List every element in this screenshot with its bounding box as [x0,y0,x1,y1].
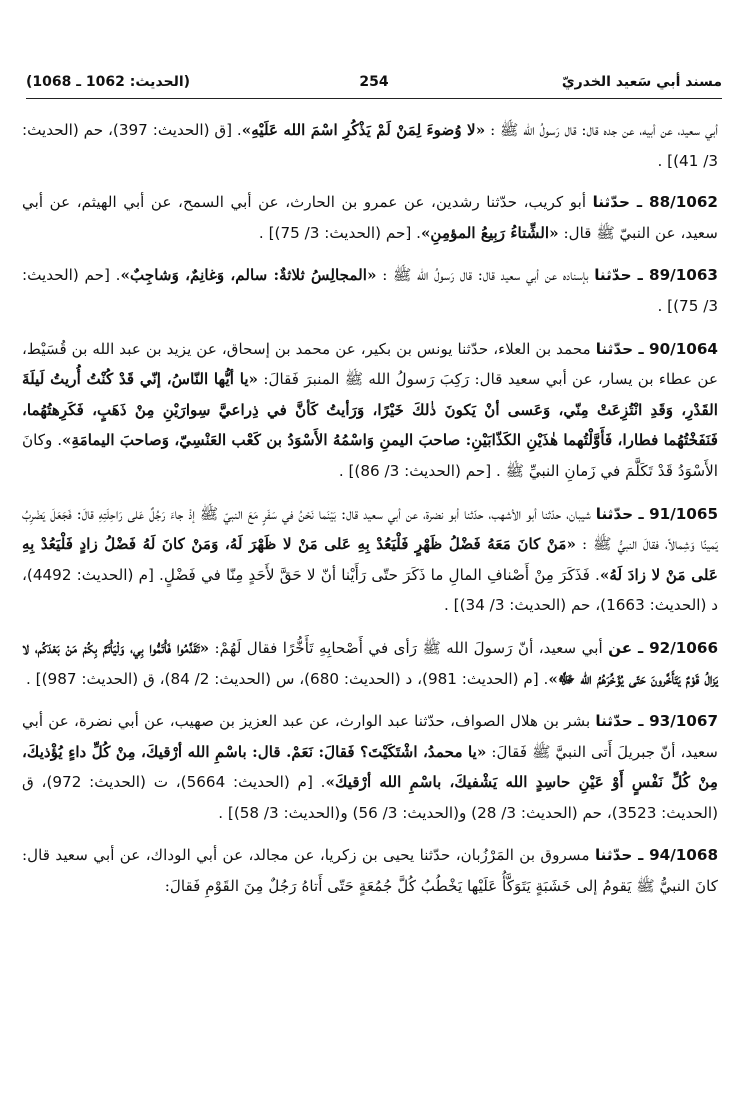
hadith-entry [22,187,718,248]
hadith-isnad: بشر بن هلال الصواف، حدّثنا عبد الوارث، عن عبد العزيز بن صهيب، عن أبي نضرة، عن أبي سعيد، أنّ جبريلَ أَتى النبيَّ ﷺ فَقالَ: [22,712,719,761]
hadith-number: 92/1066 ـ عن [608,638,719,657]
hadith-entry [22,633,718,694]
hadith-number: 89/1063 ـ حدّثنا [594,266,718,285]
hadith-references: . وكانَ الأَسْوَدُ قَدْ تَكَلَّمَ في زَمانِ النبيِّ ﷺ . [حم (الحديث: 3/ 86)] . [22,431,718,480]
hadith-entry [22,499,718,621]
hadith-entry [22,334,718,487]
hadith-references: . [حم (الحديث: 3/ 75)] . [22,266,718,315]
hadith-references: . [م (الحديث: 5664)، ت (الحديث: 972)، ق (الحديث: 3523)، حم (الحديث: 3/ 28) و(الحديث: 3/ 56) و(الحديث: 3/ 58)] . [22,773,718,822]
hadith-references: . فَذَكَرَ مِنْ أَصْنافِ المالِ ما ذَكَرَ حتّى رَأَيْنا أنّ لا حَقَّ لأَحَدٍ مِنّا في فَضْلٍ. [م (الحديث: 4492)، د (الحديث: 1663)، حم (الحديث: 3/ 34)] . [22,565,718,615]
hadith-isnad: بإسناده عن أبي سعيد قال: قال رَسولُ الله ﷺ : [382,266,589,285]
hadith-matn: «يا أيُّها النّاسُ، إنّي قَدْ كُنْتُ أُريتُ لَيلَةَ القَدْرِ، وَقَدِ انْتُزِعَتْ مِنّي، وَعَسى أنْ يَكونَ ذٰلكَ خَيْرًا، وَرَأيتُ كَأنَّ في ذِراعيَّ سِوارَيْنِ مِنْ ذَهَبٍ، فَكَرِهتُهُما، فَنَفَخْتُهُما فطارا، فَأَوَّلْتُهما هٰذَيْنِ الكَذّابَيْنِ: صاحبَ اليمنِ وَاسْمُهُ الأَسْوَدُ بن كَعْب العَنْسِيّ، وَصاحبَ اليمامَةِ» [22,370,718,450]
hadith-matn: «الشِّتاءُ رَبِيعُ المؤمِنِ» [420,223,559,242]
hadith-isnad: شيبان، حدّثنا أبو الأشهب، حدّثنا أبو نضرة، عن أبي سعيد قال: بَيْنَما نَحْنُ في سَفَرٍ مَعَ النبيّ ﷺ إذْ جاءَ رَجُلٌ عَلى رَاحِلَتِهِ قالَ: فَجَعَلَ يَضْرِبُ يَمينًا وَشِمالاً، فقالَ النبيُّ ﷺ : [22,504,718,554]
hadith-matn: «لا وُضوءَ لِمَنْ لَمْ يَذْكُرِ اسْمَ الله عَلَيْهِ» [241,121,486,139]
page-number: 254 [359,74,389,90]
page-body [22,115,718,914]
hadith-matn: «مَنْ كانَ مَعَهُ فَضْلُ ظَهْرٍ فَلْيَعُدْ بِهِ عَلى مَنْ لا ظَهْرَ لَهُ، وَمَنْ كانَ لَهُ فَضْلُ زادٍ فَلْيَعُدْ بِهِ عَلى مَنْ لا زادَ لَهُ» [22,535,718,584]
hadith-matn: «يا محمدُ، اشْتَكَيْتَ؟ فَقالَ: نَعَمْ. قال: باسْمِ الله أرْقيكَ، مِنْ كُلِّ داءٍ يُؤْذيكَ، مِنْ كُلِّ نَفْسٍ أَوْ عَيْنِ حاسِدٍ الله يَشْفيكَ، باسْمِ الله أرْقيكَ» [22,742,718,792]
hadith-number: 91/1065 ـ حدّثنا [595,504,719,523]
hadith-entry [22,115,718,176]
hadith-matn: «تَقَدَّمُوا فَأْتَمُّوا بِي، وَلْيَأْتَمَّ بِكُمْ مَنْ بَعْدَكُم، لا يَزالُ قَوْمٌ يَتَأَخَّرونَ حَتّى يُؤَخِّرَهُمُ الله ﷻ» [22,638,718,688]
hadith-isnad: أبو كريب، حدّثنا رشدين، عن عمرو بن الحارث، عن أبي السمح، عن أبي الهيثم، عن أبي سعيد، عن النبيّ ﷺ قال: [22,193,718,242]
page-header [26,70,722,99]
hadith-isnad: أبي سعيد، أنّ رَسولَ الله ﷺ رَأى في أَصْحابِهِ تَأَخُّرًا فقال لَهُمْ: [214,638,603,657]
book-title: مسند أبي سَعيد الخدريّ [561,74,722,90]
hadith-isnad: مسروق بن المَرْزُبان، حدّثنا يحيى بن زكريا، عن مجالد، عن أبي الوداك، عن أبي سعيد قال: كانَ النبيُّ ﷺ يَقومُ إلى خَشَبَةٍ يَتَوَكَّأُ عَلَيْها يَخْطُبُ كُلَّ جُمُعَةٍ حَتّى أَتاهُ رَجُلٌ مِنَ القَوْمِ فَقالَ: [22,846,718,896]
hadith-number: 94/1068 ـ حدّثنا [594,846,719,865]
hadith-references: . [ق (الحديث: 397)، حم (الحديث: 3/ 41)] . [22,121,718,170]
hadith-number: 93/1067 ـ حدّثنا [595,712,719,731]
hadith-number: 90/1064 ـ حدّثنا [595,339,718,358]
hadith-entry [22,706,718,828]
hadith-isnad: محمد بن العلاء، حدّثنا يونس بن بكير، عن محمد بن إسحاق، عن يزيد بن عبد الله بن قُسَيْط، عن عطاء بن يسار، عن أبي سعيد قال: رَكِبَ رَسولُ الله ﷺ المنبرَ فَقالَ: [22,339,719,389]
hadith-matn: «المجالِسُ ثلاثةٌ: سالم، وَغانِمٌ، وَشاجِبٌ» [120,266,377,285]
hadith-entry [22,840,718,901]
hadith-number: 88/1062 ـ حدّثنا [592,193,718,212]
hadith-range: (الحديث: 1062 ـ 1068) [26,74,191,90]
hadith-references: . [م (الحديث: 981)، د (الحديث: 680)، س (الحديث: 2/ 84)، ق (الحديث: 987)] . [26,669,549,688]
hadith-references: . [حم (الحديث: 3/ 75)] . [258,223,421,242]
hadith-isnad: أبي سعيد، عن أبيه، عن جده قال: قال رَسولُ الله ﷺ : [490,121,718,139]
hadith-entry [22,260,718,321]
